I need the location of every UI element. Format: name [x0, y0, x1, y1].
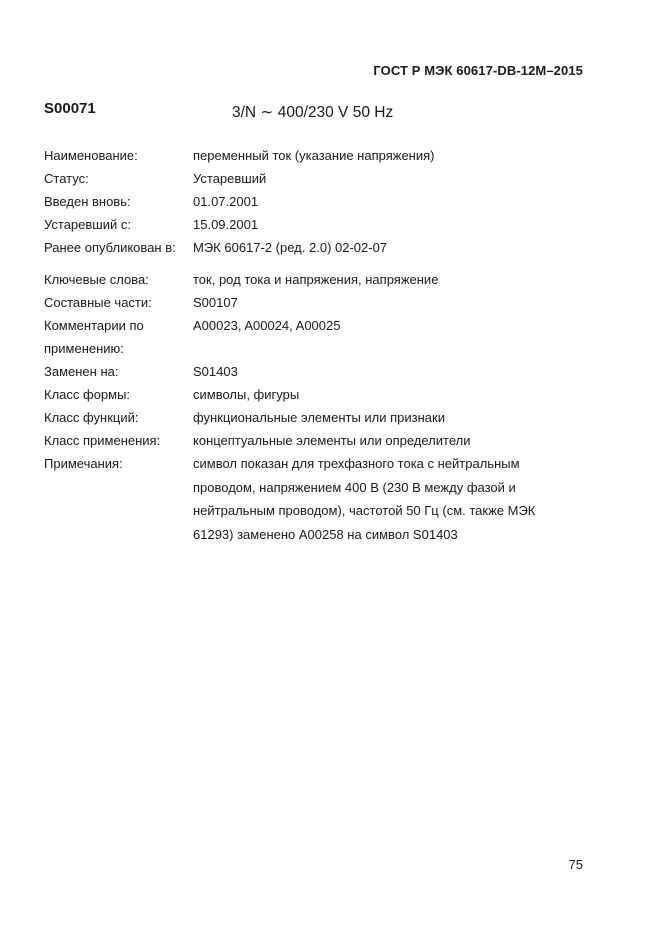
field-label: Заменен на:	[44, 364, 119, 379]
remark-line: символ показан для трехфазного тока с нейтральным	[193, 456, 520, 471]
field-value: МЭК 60617-2 (ред. 2.0) 02-02-07	[193, 240, 388, 255]
remark-line: 61293) заменено A00258 на символ S01403	[193, 526, 458, 542]
field-row-name	[44, 144, 584, 167]
field-row-previously-published	[44, 236, 584, 259]
field-value: S00107	[193, 295, 238, 310]
field-row-application-class	[44, 429, 584, 452]
field-label: Статус:	[44, 171, 89, 186]
field-row-obsolete-since	[44, 213, 584, 236]
remark-line: нейтральным проводом), частотой 50 Гц (см. также МЭК	[193, 503, 536, 518]
field-label: Составные части:	[44, 295, 152, 310]
field-row-status	[44, 167, 584, 190]
field-label: Класс применения:	[44, 433, 161, 448]
page-number: 75	[568, 857, 583, 872]
field-label-line: Комментарии по	[44, 318, 144, 333]
field-value: Устаревший	[193, 171, 267, 186]
field-value: 01.07.2001	[193, 194, 259, 209]
document-code-header: ГОСТ Р МЭК 60617-DB-12M–2015	[373, 63, 583, 78]
field-value: ток, род тока и напряжения, напряжение	[193, 272, 439, 287]
field-value: символы, фигуры	[193, 387, 300, 402]
field-label: Ранее опубликован в:	[44, 240, 176, 255]
field-row-introduced	[44, 190, 584, 213]
field-label	[44, 314, 192, 360]
field-label-line: применению:	[44, 341, 124, 356]
field-label: Наименование:	[44, 148, 138, 163]
field-row-components	[44, 291, 584, 314]
field-row-keywords	[44, 268, 584, 291]
symbol-code: S00071	[44, 100, 96, 117]
field-value: A00023, A00024, A00025	[193, 318, 341, 333]
field-value: функциональные элементы или признаки	[193, 410, 445, 425]
field-value	[193, 452, 584, 546]
field-label: Класс функций:	[44, 410, 139, 425]
field-label: Класс формы:	[44, 387, 131, 402]
field-row-remarks	[44, 452, 584, 546]
field-row-form-class	[44, 383, 584, 406]
field-row-application-notes	[44, 314, 584, 360]
remark-line: проводом, напряжением 400 В (230 В между фазой и	[193, 479, 516, 495]
field-label: Ключевые слова:	[44, 272, 149, 287]
field-list	[44, 144, 584, 546]
field-label: Примечания:	[44, 456, 123, 471]
section-gap	[44, 259, 584, 268]
symbol-graphic-text: 3/N ∼ 400/230 V 50 Hz	[232, 104, 394, 121]
field-label: Устаревший с:	[44, 217, 131, 232]
field-value: концептуальные элементы или определители	[193, 433, 471, 448]
field-row-replaced-by	[44, 360, 584, 383]
field-value: 15.09.2001	[193, 217, 259, 232]
field-label: Введен вновь:	[44, 194, 131, 209]
field-value: переменный ток (указание напряжения)	[193, 148, 435, 163]
field-row-function-class	[44, 406, 584, 429]
field-value: S01403	[193, 364, 238, 379]
